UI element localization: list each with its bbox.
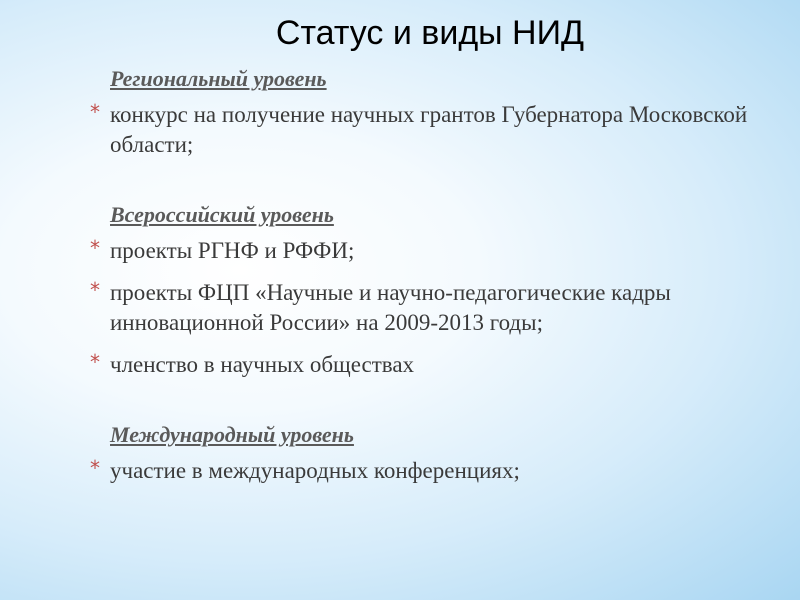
list-item	[90, 278, 800, 338]
list-item	[90, 456, 800, 486]
asterisk-bullet-icon: *	[90, 278, 100, 302]
spacer	[90, 392, 800, 418]
list-item-text: конкурс на получение научных грантов Губернатора Московской области;	[110, 102, 748, 157]
section-heading-international: Международный уровень	[110, 422, 354, 447]
list-item-text: членство в научных обществах	[110, 352, 415, 377]
list-item	[90, 100, 800, 160]
section-heading-national: Всероссийский уровень	[110, 202, 334, 227]
section-heading-regional: Региональный уровень	[110, 66, 327, 91]
list-item	[90, 236, 800, 266]
list-item-text: участие в международных конференциях;	[110, 458, 520, 483]
spacer	[90, 172, 800, 198]
slide-content	[90, 62, 800, 498]
asterisk-bullet-icon: *	[90, 456, 100, 480]
asterisk-bullet-icon: *	[90, 236, 100, 260]
asterisk-bullet-icon: *	[90, 350, 100, 374]
list-item	[90, 350, 800, 380]
list-item-text: проекты РГНФ и РФФИ;	[110, 238, 355, 263]
list-item-text: проекты ФЦП «Научные и научно-педагогические кадры инновационной России» на 2009-2013 годы;	[110, 280, 671, 335]
slide-title: Статус и виды НИД	[275, 14, 585, 52]
asterisk-bullet-icon: *	[90, 100, 100, 124]
